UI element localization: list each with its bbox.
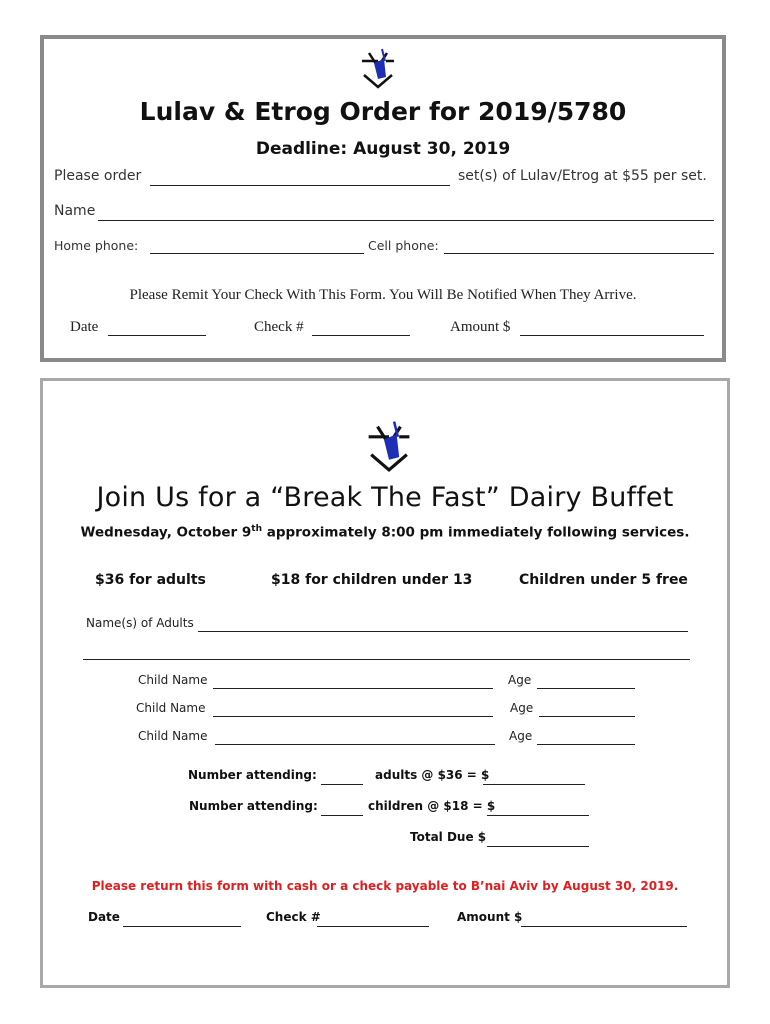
buffet-amount-field[interactable] <box>521 926 687 927</box>
child-age-label-1: Age <box>508 673 532 687</box>
price-free: Children under 5 free <box>519 572 688 588</box>
break-fast-form <box>40 378 730 988</box>
home-phone-field[interactable] <box>150 253 364 254</box>
adult-names-field[interactable] <box>198 631 688 632</box>
children-count-field[interactable] <box>321 815 363 816</box>
star-of-david-lulav-icon <box>361 419 417 475</box>
buffet-amount-label: Amount $ <box>457 910 523 924</box>
buffet-title: Join Us for a “Break The Fast” Dairy Buffet <box>96 482 674 513</box>
child-age-field-1[interactable] <box>537 688 635 689</box>
child-name-field-3[interactable] <box>215 744 495 745</box>
lulav-deadline: Deadline: August 30, 2019 <box>255 139 511 159</box>
lulav-title: Lulav & Etrog Order for 2019/5780 <box>139 97 627 126</box>
total-due-field[interactable] <box>487 846 589 847</box>
cell-phone-label: Cell phone: <box>368 238 439 253</box>
child-age-label-2: Age <box>510 701 534 715</box>
event-date-time: Wednesday, October 9th approximately 8:00 pm immediately following services. <box>80 524 690 541</box>
name-field[interactable] <box>98 220 714 221</box>
children-calc-label: children @ $18 = $ <box>368 799 496 813</box>
adults-attending-label: Number attending: <box>188 768 317 782</box>
cell-phone-field[interactable] <box>444 253 714 254</box>
total-due-label: Total Due $ <box>410 830 487 844</box>
children-total-field[interactable] <box>487 815 589 816</box>
child-age-field-2[interactable] <box>539 716 635 717</box>
lulav-check-field[interactable] <box>312 335 410 336</box>
adult-names-field-2[interactable] <box>83 659 690 660</box>
adults-total-field[interactable] <box>483 784 585 785</box>
adult-names-label: Name(s) of Adults <box>86 616 194 630</box>
buffet-date-field[interactable] <box>123 926 241 927</box>
price-adults: $36 for adults <box>95 572 206 588</box>
lulav-date-label: Date <box>70 319 99 335</box>
lulav-check-label: Check # <box>254 319 304 335</box>
name-label: Name <box>54 203 96 219</box>
sets-quantity-field[interactable] <box>150 185 450 186</box>
star-of-david-lulav-icon <box>356 47 400 91</box>
buffet-check-label: Check # <box>266 910 321 924</box>
sets-price-text: set(s) of Lulav/Etrog at $55 per set. <box>458 168 707 184</box>
adults-calc-label: adults @ $36 = $ <box>375 768 490 782</box>
lulav-amount-label: Amount $ <box>450 319 511 335</box>
child-age-label-3: Age <box>509 729 533 743</box>
price-children: $18 for children under 13 <box>271 572 473 588</box>
lulav-order-form <box>40 35 726 362</box>
please-order-label: Please order <box>54 168 142 184</box>
lulav-date-field[interactable] <box>108 335 206 336</box>
child-name-label-1: Child Name <box>138 673 208 687</box>
adults-count-field[interactable] <box>321 784 363 785</box>
lulav-amount-field[interactable] <box>520 335 704 336</box>
home-phone-label: Home phone: <box>54 238 139 253</box>
children-attending-label: Number attending: <box>189 799 318 813</box>
child-age-field-3[interactable] <box>537 744 635 745</box>
child-name-field-2[interactable] <box>213 716 493 717</box>
buffet-date-label: Date <box>88 910 120 924</box>
return-note: Please return this form with cash or a check payable to B’nai Aviv by August 30, 2019. <box>91 879 679 893</box>
child-name-field-1[interactable] <box>213 688 493 689</box>
child-name-label-2: Child Name <box>136 701 206 715</box>
remit-instructions: Please Remit Your Check With This Form. You Will Be Notified When They Arrive. <box>129 287 637 303</box>
child-name-label-3: Child Name <box>138 729 208 743</box>
buffet-check-field[interactable] <box>317 926 429 927</box>
